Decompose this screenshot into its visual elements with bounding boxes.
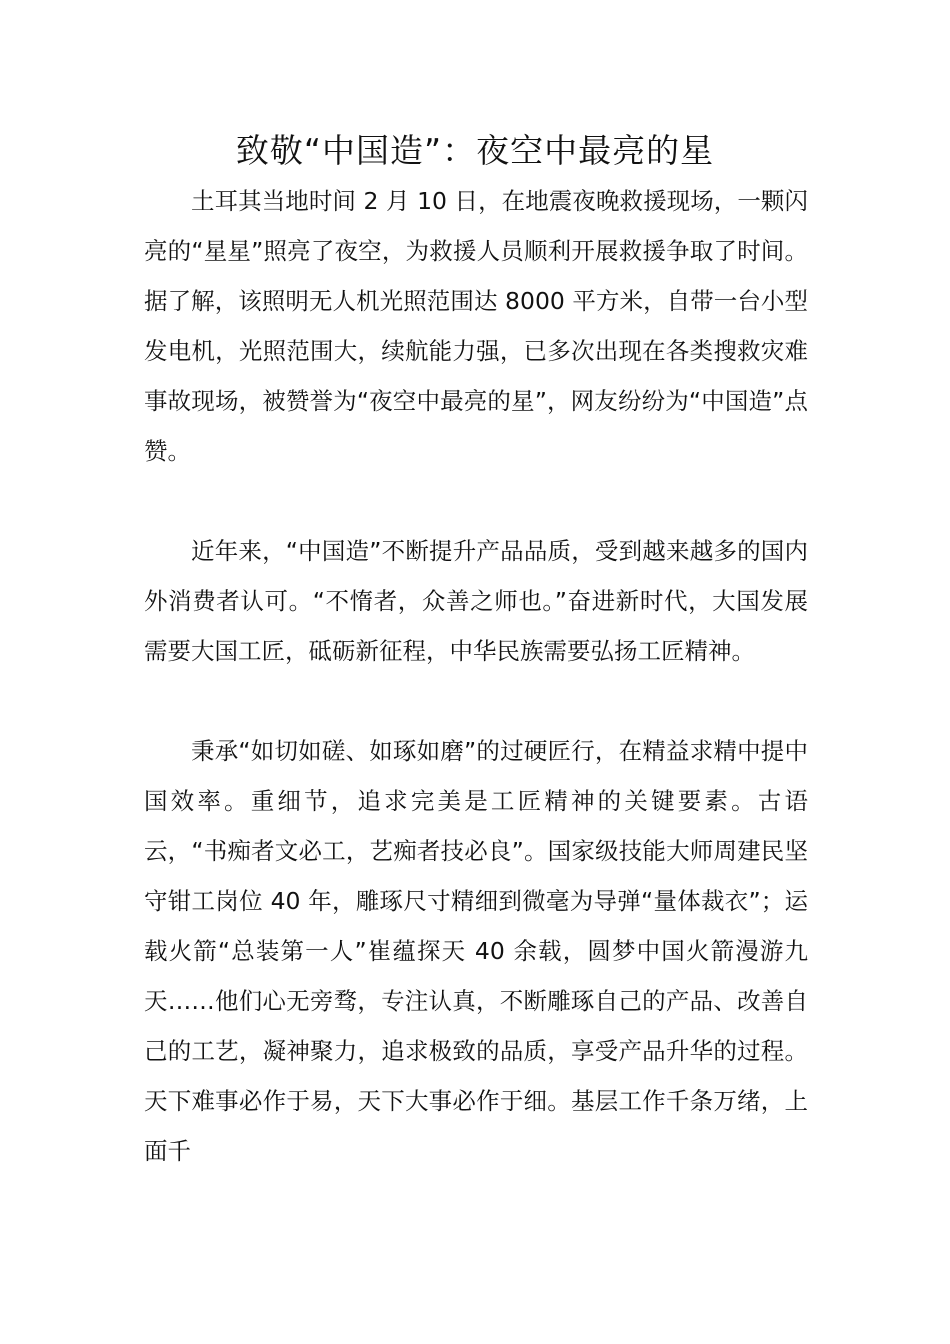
paragraph-3: 秉承“如切如磋、如琢如磨”的过硬匠行，在精益求精中提中国效率。重细节，追求完美是工匠精神的关键要素。古语云，“书痴者文必工，艺痴者技必良”。国家级技能大师周建民坚守钳工岗位 40 年，雕琢尺寸精细到微毫为导弹“量体裁衣”；运载火箭“总装第一人”崔蕴探天 40 余载，圆梦中国火箭漫游九天……他们心无旁骛，专注认真，不断雕琢自己的产品、改善自己的工艺，凝神聚力，追求极致的品质，享受产品升华的过程。天下难事必作于易，天下大事必作于细。基层工作千条万绪，上面千: [144, 737, 808, 1165]
document-body: [144, 176, 808, 1176]
paragraph-2: 近年来，“中国造”不断提升产品品质，受到越来越多的国内外消费者认可。“不惰者，众善之师也。”奋进新时代，大国发展需要大国工匠，砥砺新征程，中华民族需要弘扬工匠精神。: [144, 537, 808, 665]
paragraph-1: 土耳其当地时间 2 月 10 日，在地震夜晚救援现场，一颗闪亮的“星星”照亮了夜空，为救援人员顺利开展救援争取了时间。据了解，该照明无人机光照范围达 8000 平方米，自带一台小型发电机，光照范围大，续航能力强，已多次出现在各类搜救灾难事故现场，被赞誉为“夜空中最亮的星”，网友纷纷为“中国造”点赞。: [144, 187, 808, 465]
paragraph-spacer: [144, 476, 808, 526]
paragraph-spacer: [144, 676, 808, 726]
document-title: 致敬“中国造”：夜空中最亮的星: [235, 131, 715, 170]
